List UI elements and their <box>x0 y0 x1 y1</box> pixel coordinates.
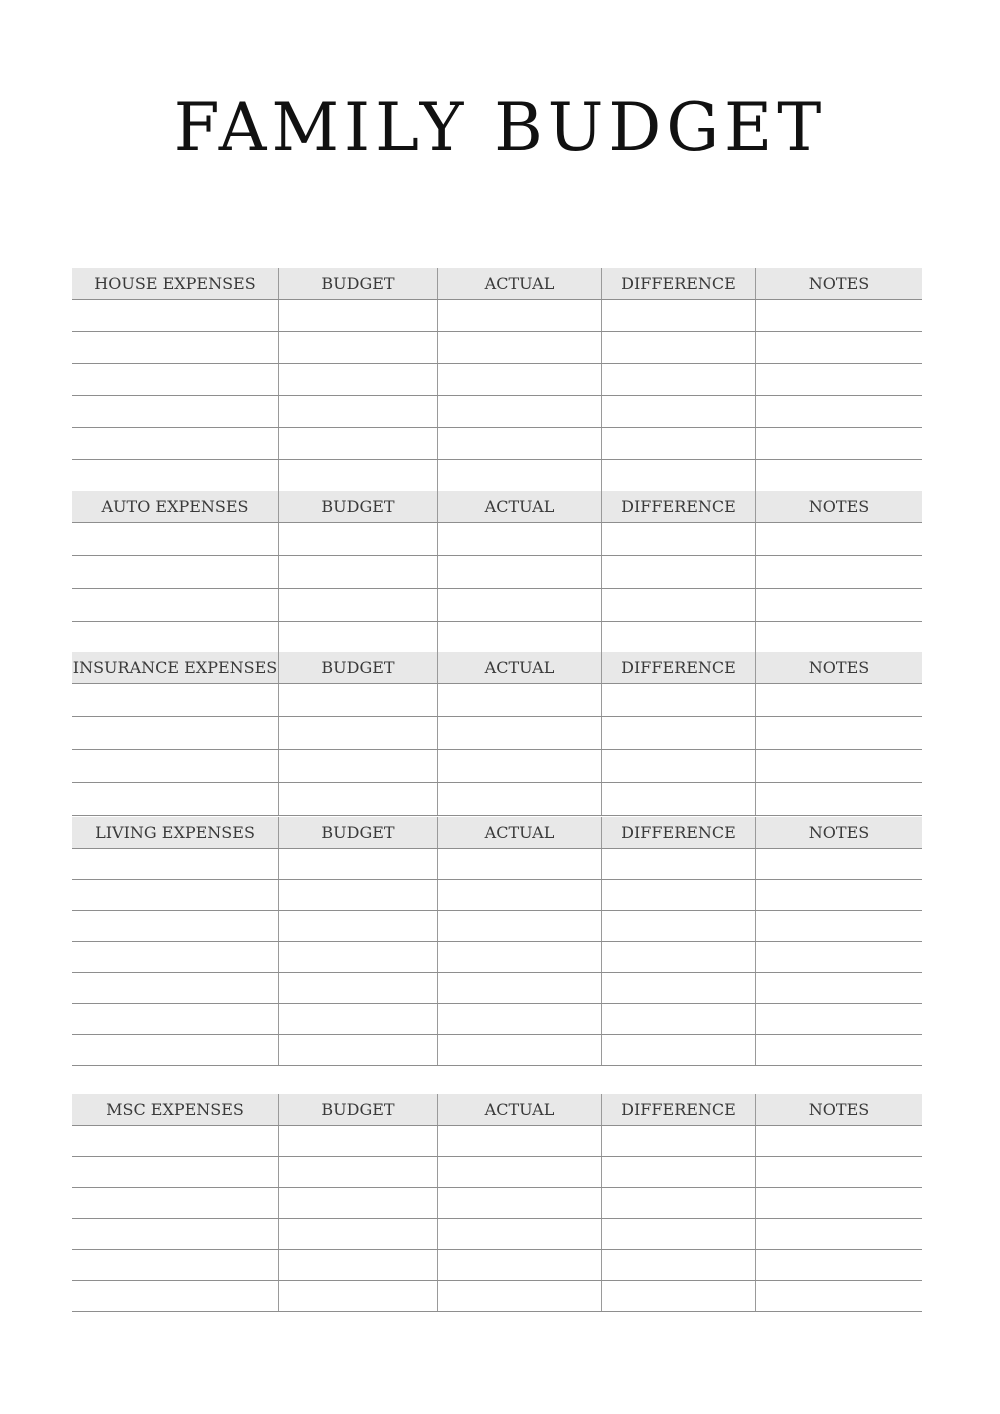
blank-cell[interactable] <box>72 1004 278 1034</box>
blank-cell[interactable] <box>601 911 755 941</box>
insurance-expenses-table <box>72 652 922 816</box>
blank-cell[interactable] <box>278 1188 437 1218</box>
blank-cell[interactable] <box>437 1126 601 1156</box>
blank-cell[interactable] <box>278 364 437 395</box>
blank-cell[interactable] <box>72 849 278 879</box>
blank-cell[interactable] <box>72 300 278 331</box>
blank-cell[interactable] <box>601 849 755 879</box>
section-label: LIVING EXPENSES <box>95 823 255 842</box>
blank-cell[interactable] <box>72 1126 278 1156</box>
table-row <box>72 396 922 428</box>
table-row <box>72 911 922 942</box>
house-expenses-table <box>72 268 922 492</box>
blank-cell[interactable] <box>72 556 278 588</box>
blank-cell[interactable] <box>72 622 278 654</box>
table-row <box>72 717 922 750</box>
blank-cell[interactable] <box>72 332 278 363</box>
blank-cell[interactable] <box>437 684 601 716</box>
blank-cell[interactable] <box>278 589 437 621</box>
blank-cell[interactable] <box>755 783 922 815</box>
blank-cell[interactable] <box>278 973 437 1003</box>
blank-cell[interactable] <box>601 300 755 331</box>
blank-cell[interactable] <box>755 717 922 749</box>
blank-cell[interactable] <box>72 1035 278 1065</box>
section-label: HOUSE EXPENSES <box>94 274 256 293</box>
blank-cell[interactable] <box>437 783 601 815</box>
blank-cell[interactable] <box>278 1250 437 1280</box>
auto-expenses-table <box>72 491 922 655</box>
notes-header: NOTES <box>755 491 922 522</box>
blank-cell[interactable] <box>755 332 922 363</box>
notes-header: NOTES <box>755 817 922 848</box>
blank-cell[interactable] <box>437 942 601 972</box>
section-label: MSC EXPENSES <box>106 1100 244 1119</box>
blank-cell[interactable] <box>437 1004 601 1034</box>
section-label: AUTO EXPENSES <box>101 497 249 516</box>
blank-cell[interactable] <box>755 880 922 910</box>
blank-cell[interactable] <box>278 1157 437 1187</box>
blank-cell[interactable] <box>437 1035 601 1065</box>
blank-cell[interactable] <box>437 1188 601 1218</box>
section-label: INSURANCE EXPENSES <box>72 658 278 677</box>
blank-cell[interactable] <box>437 973 601 1003</box>
table-header <box>72 268 922 300</box>
blank-cell[interactable] <box>601 783 755 815</box>
blank-cell[interactable] <box>278 849 437 879</box>
notes-header: NOTES <box>755 652 922 683</box>
blank-cell[interactable] <box>278 880 437 910</box>
table-header <box>72 652 922 684</box>
table-row <box>72 1188 922 1219</box>
blank-cell[interactable] <box>601 523 755 555</box>
blank-cell[interactable] <box>72 1157 278 1187</box>
page-title: FAMILY BUDGET <box>173 89 827 166</box>
blank-cell[interactable] <box>601 332 755 363</box>
table-row <box>72 1004 922 1035</box>
blank-cell[interactable] <box>437 1157 601 1187</box>
blank-cell[interactable] <box>601 1035 755 1065</box>
blank-cell[interactable] <box>72 911 278 941</box>
blank-cell[interactable] <box>755 684 922 716</box>
notes-header: NOTES <box>755 1094 922 1125</box>
budget-header: BUDGET <box>278 652 437 683</box>
actual-header: ACTUAL <box>437 268 601 299</box>
blank-cell[interactable] <box>278 1004 437 1034</box>
blank-cell[interactable] <box>755 1281 922 1311</box>
blank-cell[interactable] <box>601 1188 755 1218</box>
blank-cell[interactable] <box>755 364 922 395</box>
blank-cell[interactable] <box>755 1188 922 1218</box>
blank-cell[interactable] <box>601 460 755 491</box>
table-row <box>72 973 922 1004</box>
table-row <box>72 460 922 492</box>
blank-cell[interactable] <box>437 1250 601 1280</box>
blank-cell[interactable] <box>437 428 601 459</box>
blank-cell[interactable] <box>278 300 437 331</box>
blank-cell[interactable] <box>601 1250 755 1280</box>
table-row <box>72 783 922 816</box>
blank-cell[interactable] <box>601 1219 755 1249</box>
blank-cell[interactable] <box>278 460 437 491</box>
table-row <box>72 880 922 911</box>
blank-cell[interactable] <box>72 396 278 427</box>
blank-cell[interactable] <box>437 300 601 331</box>
table-row <box>72 589 922 622</box>
table-row <box>72 1035 922 1066</box>
table-header <box>72 1094 922 1126</box>
blank-cell[interactable] <box>437 589 601 621</box>
living-expenses-table <box>72 817 922 1066</box>
blank-cell[interactable] <box>755 1219 922 1249</box>
blank-cell[interactable] <box>601 942 755 972</box>
blank-cell[interactable] <box>72 717 278 749</box>
blank-cell[interactable] <box>755 942 922 972</box>
blank-cell[interactable] <box>601 717 755 749</box>
table-row <box>72 1219 922 1250</box>
blank-cell[interactable] <box>72 589 278 621</box>
blank-cell[interactable] <box>755 300 922 331</box>
table-row <box>72 1250 922 1281</box>
table-row <box>72 750 922 783</box>
blank-cell[interactable] <box>72 523 278 555</box>
table-row <box>72 1157 922 1188</box>
blank-cell[interactable] <box>72 942 278 972</box>
difference-header: DIFFERENCE <box>601 491 755 522</box>
blank-cell[interactable] <box>278 523 437 555</box>
blank-cell[interactable] <box>72 1219 278 1249</box>
table-row <box>72 428 922 460</box>
difference-header: DIFFERENCE <box>601 817 755 848</box>
blank-cell[interactable] <box>601 396 755 427</box>
blank-cell[interactable] <box>72 783 278 815</box>
blank-cell[interactable] <box>278 942 437 972</box>
blank-cell[interactable] <box>72 880 278 910</box>
table-row <box>72 332 922 364</box>
blank-cell[interactable] <box>278 332 437 363</box>
budget-header: BUDGET <box>278 817 437 848</box>
table-row <box>72 849 922 880</box>
blank-cell[interactable] <box>278 428 437 459</box>
blank-cell[interactable] <box>601 364 755 395</box>
blank-cell[interactable] <box>437 396 601 427</box>
blank-cell[interactable] <box>72 1188 278 1218</box>
blank-cell[interactable] <box>755 1004 922 1034</box>
blank-cell[interactable] <box>601 1126 755 1156</box>
blank-cell[interactable] <box>755 911 922 941</box>
budget-header: BUDGET <box>278 1094 437 1125</box>
blank-cell[interactable] <box>72 460 278 491</box>
msc-expenses-table <box>72 1094 922 1312</box>
blank-cell[interactable] <box>601 750 755 782</box>
table-row <box>72 684 922 717</box>
blank-cell[interactable] <box>72 684 278 716</box>
actual-header: ACTUAL <box>437 652 601 683</box>
table-row <box>72 364 922 396</box>
blank-cell[interactable] <box>72 428 278 459</box>
blank-cell[interactable] <box>437 1219 601 1249</box>
table-row <box>72 1281 922 1312</box>
blank-cell[interactable] <box>755 396 922 427</box>
blank-cell[interactable] <box>755 1157 922 1187</box>
blank-cell[interactable] <box>278 717 437 749</box>
blank-cell[interactable] <box>437 717 601 749</box>
blank-cell[interactable] <box>601 428 755 459</box>
blank-cell[interactable] <box>437 622 601 654</box>
blank-cell[interactable] <box>755 1126 922 1156</box>
blank-cell[interactable] <box>437 460 601 491</box>
blank-cell[interactable] <box>601 684 755 716</box>
blank-cell[interactable] <box>755 460 922 491</box>
blank-cell[interactable] <box>601 880 755 910</box>
blank-cell[interactable] <box>72 973 278 1003</box>
blank-cell[interactable] <box>437 523 601 555</box>
blank-cell[interactable] <box>72 1281 278 1311</box>
blank-cell[interactable] <box>72 1250 278 1280</box>
table-header <box>72 817 922 849</box>
blank-cell[interactable] <box>437 1281 601 1311</box>
blank-cell[interactable] <box>278 556 437 588</box>
blank-cell[interactable] <box>601 589 755 621</box>
blank-cell[interactable] <box>755 1035 922 1065</box>
table-header <box>72 491 922 523</box>
budget-header: BUDGET <box>278 268 437 299</box>
blank-cell[interactable] <box>278 1281 437 1311</box>
blank-cell[interactable] <box>755 589 922 621</box>
difference-header: DIFFERENCE <box>601 1094 755 1125</box>
table-row <box>72 942 922 973</box>
blank-cell[interactable] <box>278 396 437 427</box>
blank-cell[interactable] <box>437 364 601 395</box>
blank-cell[interactable] <box>437 911 601 941</box>
blank-cell[interactable] <box>755 556 922 588</box>
blank-cell[interactable] <box>755 428 922 459</box>
blank-cell[interactable] <box>601 556 755 588</box>
difference-header: DIFFERENCE <box>601 268 755 299</box>
actual-header: ACTUAL <box>437 817 601 848</box>
table-row <box>72 1126 922 1157</box>
blank-cell[interactable] <box>278 783 437 815</box>
blank-cell[interactable] <box>278 911 437 941</box>
blank-cell[interactable] <box>755 622 922 654</box>
blank-cell[interactable] <box>437 849 601 879</box>
blank-cell[interactable] <box>278 684 437 716</box>
blank-cell[interactable] <box>72 364 278 395</box>
blank-cell[interactable] <box>437 332 601 363</box>
blank-cell[interactable] <box>755 523 922 555</box>
blank-cell[interactable] <box>755 973 922 1003</box>
blank-cell[interactable] <box>72 750 278 782</box>
actual-header: ACTUAL <box>437 491 601 522</box>
table-row <box>72 300 922 332</box>
blank-cell[interactable] <box>601 1281 755 1311</box>
blank-cell[interactable] <box>755 1250 922 1280</box>
table-row <box>72 556 922 589</box>
blank-cell[interactable] <box>755 849 922 879</box>
notes-header: NOTES <box>755 268 922 299</box>
budget-header: BUDGET <box>278 491 437 522</box>
blank-cell[interactable] <box>278 1219 437 1249</box>
blank-cell[interactable] <box>278 622 437 654</box>
table-row <box>72 523 922 556</box>
blank-cell[interactable] <box>601 1004 755 1034</box>
blank-cell[interactable] <box>278 1035 437 1065</box>
difference-header: DIFFERENCE <box>601 652 755 683</box>
blank-cell[interactable] <box>601 1157 755 1187</box>
blank-cell[interactable] <box>437 750 601 782</box>
blank-cell[interactable] <box>601 622 755 654</box>
blank-cell[interactable] <box>755 750 922 782</box>
actual-header: ACTUAL <box>437 1094 601 1125</box>
blank-cell[interactable] <box>437 556 601 588</box>
blank-cell[interactable] <box>601 973 755 1003</box>
table-row <box>72 622 922 655</box>
blank-cell[interactable] <box>437 880 601 910</box>
blank-cell[interactable] <box>278 750 437 782</box>
blank-cell[interactable] <box>278 1126 437 1156</box>
